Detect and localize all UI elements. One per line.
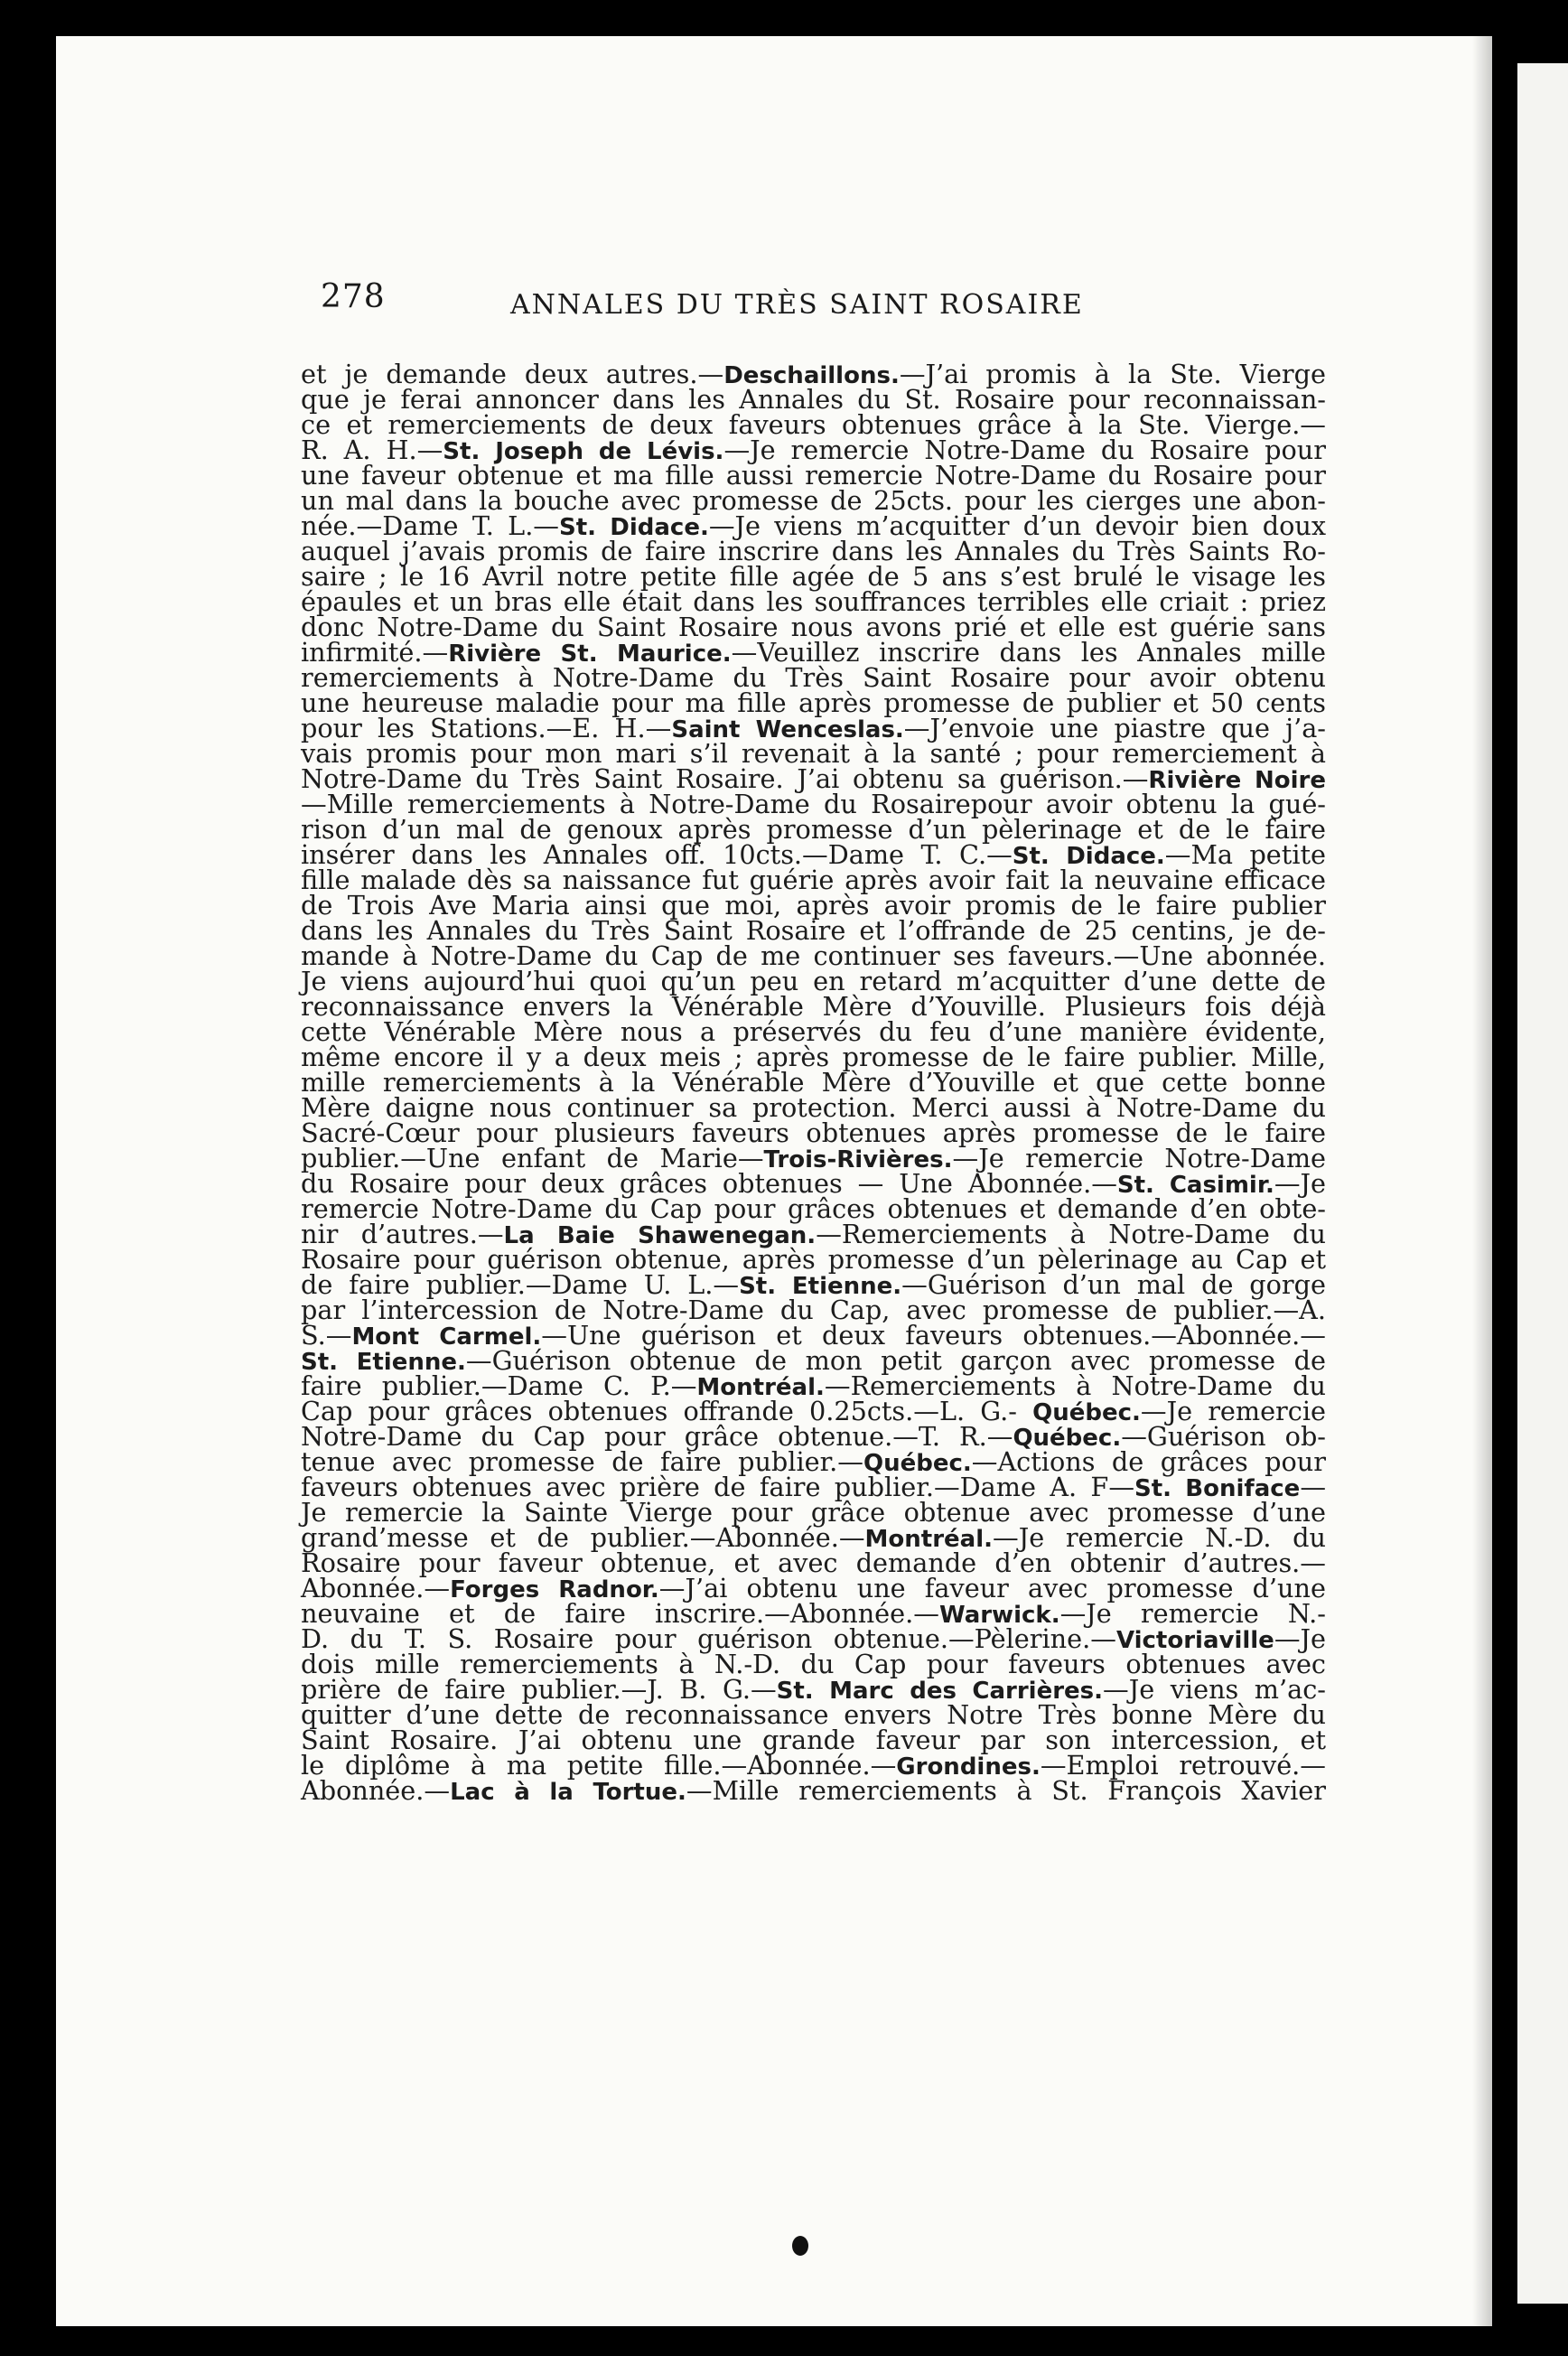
running-title: ANNALES DU TRÈS SAINT ROSAIRE — [510, 289, 1084, 321]
text-run: S.— — [301, 1320, 352, 1351]
text-run: remercie Notre-Dame du Cap pour grâces obtenues et demande d’en obte- — [301, 1193, 1326, 1224]
text-line — [301, 991, 1326, 1022]
text-line — [301, 1193, 1326, 1224]
text-line — [301, 1651, 1326, 1677]
text-line — [301, 1297, 1326, 1323]
text-run: fille malade dès sa naissance fut guérie après avoir fait la neuvaine efficace — [301, 865, 1326, 895]
text-run: —J’ai obtenu une faveur avec promesse d’une — [658, 1573, 1326, 1603]
text-run: même encore il y a deux meis ; après promesse de le faire publier. Mille, — [301, 1042, 1326, 1072]
text-line — [301, 561, 1326, 592]
text-run: de Trois Ave Maria ainsi que moi, après avoir promis de le faire publier — [301, 890, 1326, 921]
text-line — [301, 1145, 1326, 1171]
text-run: —Je remercie Notre-Dame — [952, 1143, 1326, 1173]
text-line — [301, 940, 1326, 971]
text-run: Cap pour grâces obtenues offrande 0.25cts.—L. G.- — [301, 1396, 1033, 1426]
text-run: pour les Stations.—E. H.— — [301, 713, 672, 743]
text-run: donc Notre-Dame du Saint Rosaire nous avons prié et elle est guérie sans — [301, 612, 1326, 642]
text-run: —Ma petite — [1164, 839, 1326, 870]
place-name: Forges Radnor. — [450, 1576, 659, 1603]
text-run: —Mille remerciements à St. François Xavier — [686, 1775, 1326, 1806]
text-line — [301, 1092, 1326, 1123]
text-run: par l’intercession de Notre-Dame du Cap, avec promesse de publier.—A. — [301, 1295, 1326, 1325]
text-run: publier.—Une enfant de Marie— — [301, 1143, 764, 1173]
text-line — [301, 1345, 1326, 1376]
text-run: —Veuillez inscrire dans les Annales mille — [731, 637, 1326, 668]
text-run: —Je viens m’acquitter d’un devoir bien doux — [708, 510, 1326, 541]
text-run: mande à Notre-Dame du Cap de me continuer ses faveurs.—Une abonnée. — [301, 940, 1326, 971]
page-header — [321, 278, 1332, 323]
text-line — [301, 1421, 1326, 1452]
text-line — [301, 1168, 1326, 1199]
text-run: Abonnée.— — [301, 1573, 451, 1603]
text-run: rison d’un mal de genoux après promesse d’un pèlerinage et de le faire — [301, 814, 1326, 845]
text-line — [301, 1269, 1326, 1300]
text-run: Mère daigne nous continuer sa protection. Merci aussi à Notre-Dame du — [301, 1092, 1326, 1123]
text-run: saire ; le 16 Avril notre petite fille agée de 5 ans s’est brulé le visage les — [301, 561, 1326, 592]
text-line — [301, 1221, 1326, 1247]
text-line — [301, 814, 1326, 845]
text-run: Je viens aujourd’hui quoi qu’un peu en retard m’acquitter d’une dette de — [301, 966, 1326, 996]
text-line — [301, 1067, 1326, 1098]
place-name: St. Casimir. — [1116, 1172, 1274, 1199]
place-name: St. Didace. — [559, 514, 709, 541]
text-line — [301, 637, 1326, 668]
text-line — [301, 1244, 1326, 1275]
text-line — [301, 1623, 1326, 1654]
text-run: épaules et un bras elle était dans les souffrances terribles elle criait : priez — [301, 586, 1326, 617]
text-run: auquel j’avais promis de faire inscrire dans les Annales du Très Saints Ro- — [301, 536, 1326, 566]
text-run: faveurs obtenues avec prière de faire publier.—Dame A. F— — [301, 1472, 1135, 1502]
text-line — [301, 1474, 1326, 1500]
text-line — [301, 662, 1326, 693]
place-name: Deschaillons. — [723, 362, 900, 389]
place-name: Rivière St. Maurice. — [448, 640, 732, 668]
text-line — [301, 915, 1326, 946]
text-run: —Remerciements à Notre-Dame du — [816, 1219, 1326, 1249]
place-name: Warwick. — [938, 1602, 1060, 1629]
text-line — [301, 1370, 1326, 1401]
place-name: Montréal. — [864, 1526, 994, 1553]
text-line — [301, 791, 1326, 817]
text-line — [301, 409, 1326, 440]
text-line — [301, 460, 1326, 491]
text-run: Rosaire pour guérison obtenue, après promesse d’un pèlerinage au Cap et — [301, 1244, 1326, 1275]
text-line — [301, 1016, 1326, 1047]
text-run: de faire publier.—Dame U. L.— — [301, 1269, 740, 1300]
text-run: nir d’autres.— — [301, 1219, 504, 1249]
place-name: Montréal. — [696, 1374, 825, 1401]
text-line — [301, 1522, 1326, 1553]
text-run: D. du T. S. Rosaire pour guérison obtenue.—Pèlerine.— — [301, 1623, 1116, 1654]
text-run: —Je remercie N.- — [1059, 1598, 1326, 1629]
text-run: —Remerciements à Notre-Dame du — [824, 1370, 1326, 1401]
text-line — [301, 738, 1326, 769]
text-line — [301, 1727, 1326, 1753]
text-run: Saint Rosaire. J’ai obtenu une grande faveur par son intercession, et — [301, 1725, 1326, 1755]
text-run: Abonnée.— — [301, 1775, 451, 1806]
text-run: —Je remercie N.-D. du — [993, 1522, 1326, 1553]
text-run: quitter d’une dette de reconnaissance envers Notre Très bonne Mère du — [301, 1699, 1326, 1730]
text-line — [301, 715, 1326, 741]
text-run: tenue avec promesse de faire publier.— — [301, 1446, 863, 1477]
text-line — [301, 1044, 1326, 1070]
place-name: St. Etienne. — [301, 1349, 466, 1376]
text-run: Sacré-Cœur pour plusieurs faveurs obtenues après promesse de le faire — [301, 1117, 1326, 1148]
text-run: neuvaine et de faire inscrire.—Abonnée.— — [301, 1598, 939, 1629]
text-run: du Rosaire pour deux grâces obtenues — Une Abonnée.— — [301, 1168, 1117, 1199]
text-line — [301, 510, 1326, 541]
text-run: —J’envoie une piastre que j’a- — [903, 713, 1326, 743]
text-run: —Je — [1274, 1168, 1326, 1199]
text-run: et je demande deux autres.— — [301, 359, 724, 389]
text-line — [301, 968, 1326, 994]
text-run: —Je — [1274, 1623, 1326, 1654]
text-run: —Guérison obtenue de mon petit garçon avec promesse de — [465, 1345, 1326, 1376]
text-line — [301, 1699, 1326, 1730]
place-name: Saint Wenceslas. — [671, 716, 904, 743]
text-run: dois mille remerciements à N.-D. du Cap pour faveurs obtenues avec — [301, 1649, 1326, 1679]
text-run: —Mille remerciements à Notre-Dame du Rosairepour avoir obtenu la gué- — [301, 789, 1326, 819]
text-line — [301, 1497, 1326, 1528]
text-run: —Emploi retrouvé.— — [1040, 1750, 1326, 1781]
text-run: —Une guérison et deux faveurs obtenues.—Abonnée.— — [541, 1320, 1326, 1351]
text-line — [301, 1398, 1326, 1424]
place-name: La Baie Shawenegan. — [503, 1222, 817, 1249]
text-line — [301, 1446, 1326, 1477]
text-run: reconnaissance envers la Vénérable Mère d’Youville. Plusieurs fois déjà — [301, 991, 1326, 1022]
text-line — [301, 890, 1326, 921]
text-run: ce et remerciements de deux faveurs obtenues grâce à la Ste. Vierge.— — [301, 409, 1326, 440]
text-run: Je remercie la Sainte Vierge pour grâce obtenue avec promesse d’une — [301, 1497, 1326, 1528]
place-name: St. Etienne. — [739, 1273, 902, 1300]
text-line — [301, 867, 1326, 893]
text-line — [301, 1775, 1326, 1806]
text-run: née.—Dame T. L.— — [301, 510, 559, 541]
text-line — [301, 437, 1326, 463]
place-name: St. Didace. — [1012, 843, 1165, 870]
page-number: 278 — [321, 278, 386, 315]
text-run: faire publier.—Dame C. P.— — [301, 1370, 697, 1401]
text-line — [301, 687, 1326, 718]
text-run: —Guérison d’un mal de gorge — [901, 1269, 1326, 1300]
text-line — [301, 586, 1326, 617]
place-name: St. Boniface — [1134, 1475, 1301, 1502]
facing-page-edge — [1517, 63, 1568, 2304]
gutter-shadow — [1472, 36, 1508, 2326]
text-line — [301, 361, 1326, 387]
place-name: Lac à la Tortue. — [450, 1779, 686, 1806]
place-name: Québec. — [1013, 1425, 1122, 1452]
place-name: Victoriaville — [1115, 1627, 1274, 1654]
place-name: Mont Carmel. — [351, 1323, 542, 1351]
text-run: un mal dans la bouche avec promesse de 25cts. pour les cierges une abon- — [301, 485, 1326, 516]
text-run: —Guérison ob- — [1121, 1421, 1326, 1452]
place-name: Rivière Noire — [1148, 767, 1326, 794]
text-line — [301, 384, 1326, 415]
text-line — [301, 485, 1326, 516]
text-run: Notre-Dame du Cap pour grâce obtenue.—T. R.— — [301, 1421, 1013, 1452]
text-line — [301, 614, 1326, 640]
text-run: —J’ai promis à la Ste. Vierge — [899, 359, 1326, 389]
bullet-mark — [792, 2236, 808, 2256]
text-run: Rosaire pour faveur obtenue, et avec demande d’en obtenir d’autres.— — [301, 1547, 1326, 1578]
text-run: le diplôme à ma petite fille.—Abonnée.— — [301, 1750, 897, 1781]
text-run: cette Vénérable Mère nous a préservés du feu d’une manière évidente, — [301, 1016, 1326, 1047]
text-run: que je ferai annoncer dans les Annales du St. Rosaire pour reconnaissan- — [301, 384, 1326, 415]
text-line — [301, 1547, 1326, 1578]
text-run: Notre-Dame du Très Saint Rosaire. J’ai obtenu sa guérison.— — [301, 763, 1149, 794]
text-run: remerciements à Notre-Dame du Très Saint Rosaire pour avoir obtenu — [301, 662, 1326, 693]
text-run: grand’messe et de publier.—Abonnée.— — [301, 1522, 865, 1553]
text-run: — — [1300, 1472, 1326, 1502]
text-run: prière de faire publier.—J. B. G.— — [301, 1674, 777, 1705]
text-line — [301, 1750, 1326, 1781]
text-run: infirmité.— — [301, 637, 449, 668]
text-run: une faveur obtenue et ma fille aussi remercie Notre-Dame du Rosaire pour — [301, 460, 1326, 491]
text-run: vais promis pour mon mari s’il revenait à la santé ; pour remerciement à — [301, 738, 1326, 769]
text-line — [301, 839, 1326, 870]
text-line — [301, 1575, 1326, 1601]
text-run: —Je remercie Notre-Dame du Rosaire pour — [723, 435, 1326, 465]
text-run: mille remerciements à la Vénérable Mère d’Youville et que cette bonne — [301, 1067, 1326, 1098]
place-name: Trois-Rivières. — [763, 1146, 953, 1173]
text-line — [301, 538, 1326, 564]
place-name: Québec. — [1032, 1399, 1141, 1426]
place-name: St. Joseph de Lévis. — [443, 438, 724, 465]
text-run: une heureuse maladie pour ma fille après promesse de publier et 50 cents — [301, 687, 1326, 718]
body-text — [301, 359, 1326, 1806]
text-line — [301, 1117, 1326, 1148]
text-run: R. A. H.— — [301, 435, 443, 465]
place-name: St. Marc des Carrières. — [776, 1678, 1104, 1705]
text-line — [301, 763, 1326, 794]
text-run: dans les Annales du Très Saint Rosaire et l’offrande de 25 centins, je de- — [301, 915, 1326, 946]
text-run: —Je remercie — [1140, 1396, 1326, 1426]
text-run: —Actions de grâces pour — [971, 1446, 1326, 1477]
text-run: insérer dans les Annales off. 10cts.—Dame T. C.— — [301, 839, 1013, 870]
place-name: Québec. — [863, 1450, 972, 1477]
text-run: —Je viens m’ac- — [1103, 1674, 1326, 1705]
text-line — [301, 1320, 1326, 1351]
text-line — [301, 1674, 1326, 1705]
text-line — [301, 1598, 1326, 1629]
place-name: Grondines. — [896, 1753, 1041, 1781]
